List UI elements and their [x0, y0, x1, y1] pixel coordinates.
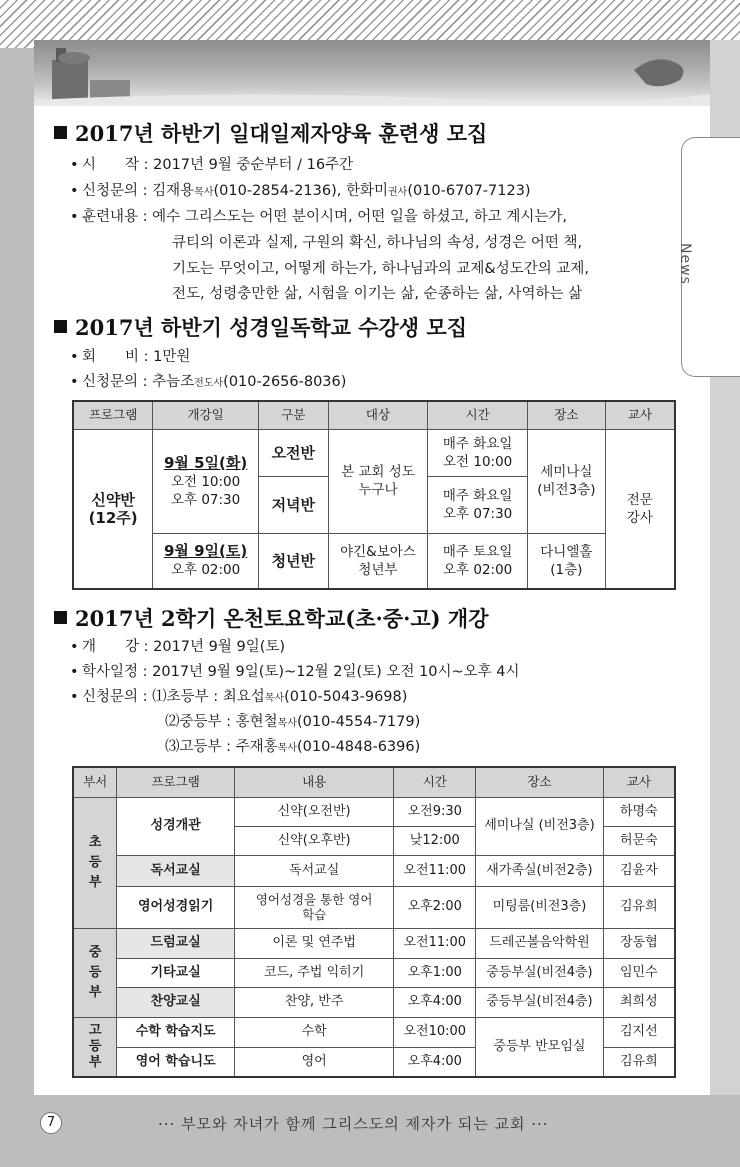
col-header: 시간	[428, 401, 528, 429]
content-cell: 이론 및 연주법	[234, 928, 393, 958]
teacher-cell: 김지선	[603, 1017, 675, 1047]
content-cell: 독서교실	[234, 855, 393, 886]
teacher-cell: 김유희	[603, 886, 675, 928]
col-header: 부서	[73, 767, 117, 797]
section3-contact-line-2: ⑵중등부 : 홍현철목사(010-4554-7179)	[165, 714, 421, 730]
time-cell: 매주 토요일 오후 02:00	[428, 533, 528, 589]
teacher-cell: 최희성	[603, 987, 675, 1017]
col-header: 프로그램	[73, 401, 153, 429]
target-cell: 본 교회 성도 누구나	[328, 429, 428, 533]
section2-fee-line: • 회 비 : 1만원	[70, 349, 191, 365]
program-cell: 독서교실	[117, 855, 235, 886]
start-date-cell: 9월 9일(토) 오후 02:00	[153, 533, 259, 589]
time-cell: 매주 화요일 오후 07:30	[428, 476, 528, 533]
program-cell: 영어성경읽기	[117, 886, 235, 928]
section1-content-line: • 훈련내용 : 예수 그리스도는 어떤 분이시며, 어떤 일을 하셨고, 하고 계시는가,	[70, 209, 568, 225]
content-line-4: 전도, 성령충만한 삶, 시험을 이기는 삶, 순종하는 삶, 사역하는 삶	[172, 286, 583, 302]
content-line-3: 기도는 무엇이고, 어떻게 하는가, 하나님과의 교제&성도간의 교제,	[172, 261, 589, 277]
teacher-cell: 임민수	[603, 958, 675, 987]
time-cell: 오후2:00	[394, 886, 476, 928]
place-cell: 세미나실 (비전3층)	[476, 797, 604, 855]
time-cell: 오후1:00	[394, 958, 476, 987]
contact-phone: (010-2656-8036)	[223, 374, 347, 390]
content-cell: 코드, 주법 익히기	[234, 958, 393, 987]
content-cell: 영어	[234, 1047, 393, 1077]
square-bullet-icon	[54, 320, 67, 333]
section2-heading	[54, 312, 467, 342]
program-cell: 영어 학습니도	[117, 1047, 235, 1077]
col-header: 구분	[258, 401, 328, 429]
bible-school-table	[72, 400, 676, 590]
teacher-cell: 장동협	[603, 928, 675, 958]
program-cell: 찬양교실	[117, 987, 235, 1017]
section2-title: 2017년 하반기 성경일독학교 수강생 모집	[75, 315, 467, 340]
time-cell: 오후4:00	[394, 1047, 476, 1077]
teacher-cell: 김윤자	[603, 855, 675, 886]
place-cell: 중등부 반모임실	[476, 1017, 604, 1077]
start-text: 2017년 9월 중순부터 / 16주간	[153, 157, 354, 173]
section1-start-line: • 시 작 : 2017년 9월 중순부터 / 16주간	[70, 157, 354, 173]
section3-schedule-line: • 학사일정 : 2017년 9월 9일(토)~12월 2일(토) 오전 10시~오후 4시	[70, 664, 520, 680]
section3-contact-line-1: • 신청문의 : ⑴초등부 : 최요섭목사(010-5043-9698)	[70, 689, 408, 705]
contact-label: 신청문의	[82, 183, 139, 199]
square-bullet-icon	[54, 126, 67, 139]
contact-phone-b: (010-6707-7123)	[407, 183, 531, 199]
contact-label: 신청문의	[82, 689, 139, 705]
section2-contact-line: • 신청문의 : 추늠조전도사(010-2656-8036)	[70, 374, 347, 390]
start-label: 시 작	[82, 157, 140, 173]
section1-title: 2017년 하반기 일대일제자양육 훈련생 모집	[75, 121, 488, 146]
time-cell: 낮12:00	[394, 826, 476, 855]
contact-title-b: 권사	[388, 187, 408, 198]
content-label: 훈련내용	[82, 209, 139, 225]
section1-contact-line: • 신청문의 : 김재용목사(010-2854-2136), 한화미권사(010-6707-7123)	[70, 183, 531, 199]
fee-text: 1만원	[153, 349, 191, 365]
teacher-cell: 김유희	[603, 1047, 675, 1077]
place-cell: 새가족실(비전2층)	[476, 855, 604, 886]
news-tab-label: News	[677, 243, 693, 285]
contact-title: 전도사	[194, 378, 224, 389]
contact-name: 추늠조	[152, 374, 195, 390]
banner-illustration	[34, 40, 710, 106]
teacher-cell: 하명숙	[603, 797, 675, 826]
saturday-school-table	[72, 766, 676, 1078]
program-cell: 수학 학습지도	[117, 1017, 235, 1047]
content-line-2: 큐티의 이론과 실제, 구원의 확신, 하나님의 속성, 성경은 어떤 책,	[172, 235, 583, 251]
content-line-1: 예수 그리스도는 어떤 분이시며, 어떤 일을 하셨고, 하고 계시는가,	[152, 209, 568, 225]
program-cell: 드럼교실	[117, 928, 235, 958]
content-cell: 찬양, 반주	[234, 987, 393, 1017]
program-cell: 성경개관	[117, 797, 235, 855]
section3-title: 2017년 2학기 온천토요학교(초·중·고) 개강	[75, 606, 489, 631]
section3-contact-line-3: ⑶고등부 : 주재홍목사(010-4848-6396)	[165, 739, 421, 755]
dept-middle: 중 등 부	[73, 928, 117, 1017]
col-header: 내용	[234, 767, 393, 797]
header-banner-image	[34, 40, 710, 106]
time-cell: 오후4:00	[394, 987, 476, 1017]
open-text: 2017년 9월 9일(토)	[153, 639, 286, 655]
program-cell: 기타교실	[117, 958, 235, 987]
teacher-cell: 전문 강사	[605, 429, 675, 589]
col-header: 대상	[328, 401, 428, 429]
content-cell: 신약(오후반)	[234, 826, 393, 855]
content-cell: 신약(오전반)	[234, 797, 393, 826]
contact-phone-a: (010-2854-2136), 한화미	[213, 183, 388, 199]
class-cell: 저녁반	[258, 476, 328, 533]
time-cell: 매주 화요일 오전 10:00	[428, 429, 528, 476]
place-cell: 다니엘홀 (1층)	[527, 533, 605, 589]
content-cell: 수학	[234, 1017, 393, 1047]
col-header: 장소	[527, 401, 605, 429]
contact-title-a: 목사	[194, 187, 214, 198]
class-cell: 청년반	[258, 533, 328, 589]
place-cell: 미팅룸(비전3층)	[476, 886, 604, 928]
fee-label: 회 비	[82, 349, 140, 365]
section3-open-line: • 개 강 : 2017년 9월 9일(토)	[70, 639, 286, 655]
start-date-cell: 9월 5일(화) 오전 10:00 오후 07:30	[153, 429, 259, 533]
time-cell: 오전9:30	[394, 797, 476, 826]
col-header: 개강일	[153, 401, 259, 429]
program-cell: 신약반 (12주)	[73, 429, 153, 589]
page-number: 7	[40, 1112, 62, 1134]
footer-motto: ··· 부모와 자녀가 함께 그리스도의 제자가 되는 교회 ···	[158, 1115, 549, 1133]
time-cell: 오전10:00	[394, 1017, 476, 1047]
time-cell: 오전11:00	[394, 928, 476, 958]
dept-elementary: 초 등 부	[73, 797, 117, 928]
place-cell: 드레곤볼음악학원	[476, 928, 604, 958]
col-header: 시간	[394, 767, 476, 797]
col-header: 교사	[605, 401, 675, 429]
content-cell: 영어성경을 통한 영어 학습	[234, 886, 393, 928]
time-cell: 오전11:00	[394, 855, 476, 886]
place-cell: 세미나실 (비전3층)	[527, 429, 605, 533]
col-header: 프로그램	[117, 767, 235, 797]
target-cell: 야긴&보아스 청년부	[328, 533, 428, 589]
schedule-text: 2017년 9월 9일(토)~12월 2일(토) 오전 10시~오후 4시	[152, 664, 520, 680]
class-cell: 오전반	[258, 429, 328, 476]
schedule-label: 학사일정	[82, 664, 139, 680]
col-header: 장소	[476, 767, 604, 797]
dept-high: 고 등 부	[73, 1017, 117, 1077]
open-label: 개 강	[82, 639, 140, 655]
col-header: 교사	[603, 767, 675, 797]
place-cell: 중등부실(비전4층)	[476, 987, 604, 1017]
section1-heading	[54, 118, 487, 148]
contact-label: 신청문의	[82, 374, 139, 390]
section3-heading	[54, 603, 489, 633]
contact-name-a: 김재용	[152, 183, 195, 199]
place-cell: 중등부실(비전4층)	[476, 958, 604, 987]
square-bullet-icon	[54, 611, 67, 624]
teacher-cell: 허문숙	[603, 826, 675, 855]
